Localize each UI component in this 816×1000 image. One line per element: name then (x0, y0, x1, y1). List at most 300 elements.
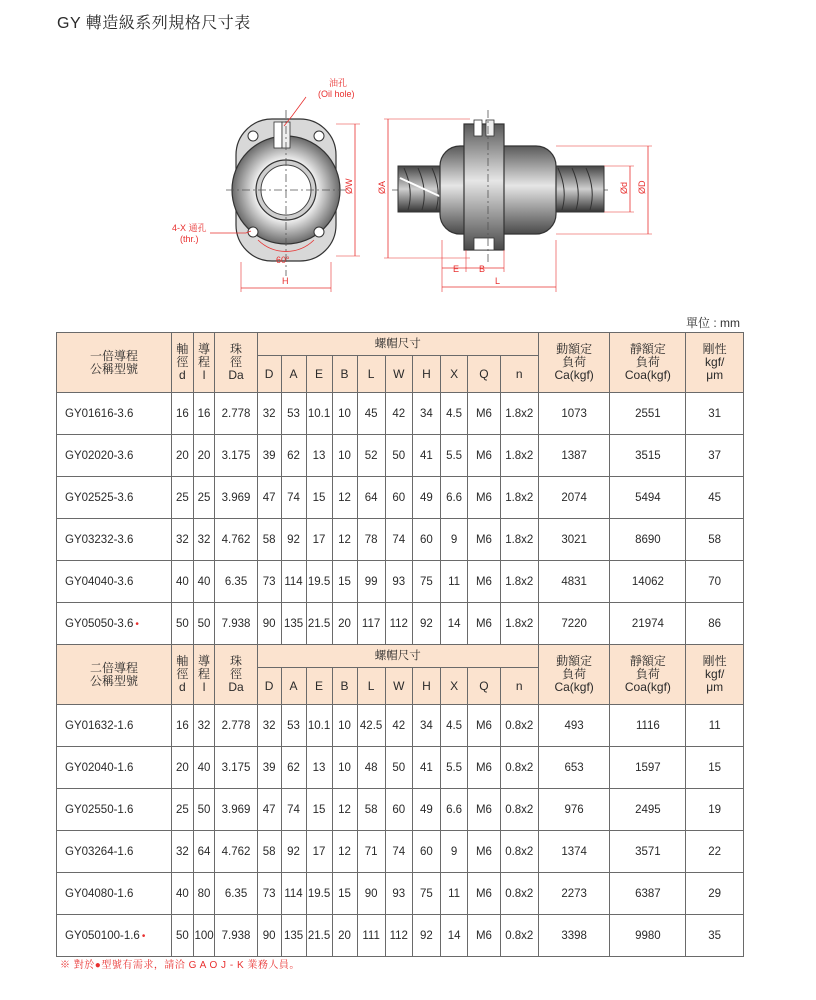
spec-cell: 92 (412, 915, 440, 957)
nut-dim-header: W (385, 356, 412, 393)
spec-cell: 86 (686, 603, 744, 645)
spec-cell: 6.35 (215, 561, 257, 603)
spec-cell: 75 (412, 873, 440, 915)
nut-dim-header: Q (468, 668, 501, 705)
spec-cell: 1.8x2 (500, 393, 538, 435)
lead-header (193, 333, 215, 393)
spec-cell: 117 (357, 603, 385, 645)
header-line: 剛性 (702, 654, 727, 668)
spec-cell: 92 (281, 519, 306, 561)
spec-cell: 3398 (538, 915, 610, 957)
spec-cell: 42 (385, 393, 412, 435)
header-line: 靜額定 (629, 654, 666, 668)
spec-cell: 45 (686, 477, 744, 519)
spec-cell: 71 (357, 831, 385, 873)
footnote: ※ 對於●型號有需求，請洽 G A O J - K 業務人員。 (60, 960, 300, 971)
dim-e-label: E (453, 264, 460, 274)
spec-cell: 60 (385, 477, 412, 519)
spec-cell: 14 (441, 603, 468, 645)
ball-screw-nut-drawing (0, 0, 816, 300)
lead-header (193, 645, 215, 705)
dim-outer-d-label: ØD (637, 180, 647, 194)
spec-cell: 11 (441, 561, 468, 603)
header-line: 公稱型號 (90, 361, 139, 376)
spec-cell: 15 (332, 873, 357, 915)
spec-cell: 1073 (538, 393, 610, 435)
spec-cell: 52 (357, 435, 385, 477)
spec-cell: 50 (193, 603, 215, 645)
spec-cell: 73 (257, 873, 281, 915)
model-cell (57, 435, 172, 477)
static-header (610, 333, 686, 393)
nut-dim-header: L (357, 668, 385, 705)
dim-a-label: ØA (377, 180, 387, 194)
spec-cell: 19 (686, 789, 744, 831)
spec-cell: 10 (332, 705, 357, 747)
spec-cell: 74 (281, 789, 306, 831)
spec-cell: 48 (357, 747, 385, 789)
page-title: GY 轉造級系列規格尺寸表 (57, 15, 251, 32)
header-line: l (202, 680, 206, 694)
spec-cell: M6 (468, 873, 501, 915)
spec-cell: 114 (281, 873, 306, 915)
spec-cell: 1374 (538, 831, 610, 873)
model-name: GY04040-3.6 (65, 575, 134, 588)
spec-cell: 47 (257, 477, 281, 519)
spec-cell: 15 (306, 477, 332, 519)
nut-dim-header: D (257, 668, 281, 705)
nut-dim-header: W (385, 668, 412, 705)
spec-cell: 12 (332, 519, 357, 561)
table-row (57, 831, 744, 873)
spec-cell: 114 (281, 561, 306, 603)
dynamic-header (538, 645, 610, 705)
spec-cell: 40 (172, 873, 194, 915)
ball-header (215, 333, 257, 393)
spec-cell: 42.5 (357, 705, 385, 747)
nut-dim-header: Q (468, 356, 501, 393)
spec-cell: M6 (468, 435, 501, 477)
spec-cell: 50 (172, 603, 194, 645)
model-header (57, 333, 172, 393)
spec-cell: 14062 (610, 561, 686, 603)
spec-cell: 135 (281, 915, 306, 957)
spec-cell: 1.8x2 (500, 477, 538, 519)
nut-dim-header: B (332, 668, 357, 705)
spec-cell: 1.8x2 (500, 519, 538, 561)
header-line: Ca(kgf) (554, 680, 594, 694)
spec-cell: 73 (257, 561, 281, 603)
spec-cell: 21974 (610, 603, 686, 645)
model-cell (57, 915, 172, 957)
spec-cell: 74 (385, 831, 412, 873)
spec-cell: 35 (686, 915, 744, 957)
spec-cell: 12 (332, 831, 357, 873)
spec-cell: 9980 (610, 915, 686, 957)
dim-b-label: B (479, 264, 486, 274)
header-line: μm (706, 680, 724, 694)
spec-cell: 2.778 (215, 393, 257, 435)
model-cell (57, 789, 172, 831)
spec-cell: 1.8x2 (500, 603, 538, 645)
spec-cell: 39 (257, 435, 281, 477)
header-row (57, 333, 744, 356)
spec-cell: 42 (385, 705, 412, 747)
spec-cell: 1116 (610, 705, 686, 747)
header-line: 珠 (230, 654, 243, 668)
nut-dim-header: n (500, 356, 538, 393)
spec-cell: 9 (441, 519, 468, 561)
header-line: 導 (198, 342, 211, 356)
header-line: 徑 (230, 667, 243, 681)
spec-cell: 0.8x2 (500, 747, 538, 789)
spec-cell: 58 (357, 789, 385, 831)
model-header (57, 645, 172, 705)
spec-cell: 10 (332, 747, 357, 789)
spec-cell: 25 (193, 477, 215, 519)
spec-cell: 32 (257, 393, 281, 435)
spec-cell: 64 (193, 831, 215, 873)
spec-cell: 34 (412, 393, 440, 435)
spec-cell: 3.969 (215, 477, 257, 519)
ball-header (215, 645, 257, 705)
nut-dimension-group-header: 螺帽尺寸 (257, 645, 538, 668)
spec-cell: 49 (412, 477, 440, 519)
spec-cell: 16 (172, 393, 194, 435)
model-cell (57, 873, 172, 915)
spec-cell: 13 (306, 747, 332, 789)
header-line: l (202, 368, 206, 382)
side-view (384, 110, 652, 292)
spec-cell: 4.5 (441, 393, 468, 435)
model-name: GY02525-3.6 (65, 491, 134, 504)
header-line: 靜額定 (629, 342, 666, 356)
nut-dim-header: E (306, 356, 332, 393)
header-line: 動額定 (556, 654, 593, 668)
model-name: GY04080-1.6 (65, 887, 134, 900)
spec-cell: 50 (193, 789, 215, 831)
spec-cell: M6 (468, 603, 501, 645)
spec-cell: 62 (281, 747, 306, 789)
spec-cell: 32 (172, 831, 194, 873)
spec-cell: M6 (468, 561, 501, 603)
spec-cell: 17 (306, 831, 332, 873)
spec-cell: 93 (385, 873, 412, 915)
spec-cell: 15 (306, 789, 332, 831)
table-row (57, 789, 744, 831)
header-line: Coa(kgf) (624, 680, 671, 694)
spec-cell: 11 (441, 873, 468, 915)
spec-cell: 10.1 (306, 393, 332, 435)
spec-cell: 3.175 (215, 747, 257, 789)
header-line: 程 (198, 355, 211, 369)
header-line: Coa(kgf) (624, 368, 671, 382)
header-line: 二倍導程 (90, 660, 139, 675)
spec-cell: 9 (441, 831, 468, 873)
rigidity-header (686, 645, 744, 705)
spec-cell: 1597 (610, 747, 686, 789)
spec-cell: M6 (468, 789, 501, 831)
spec-cell: 6.6 (441, 789, 468, 831)
spec-cell: 20 (332, 915, 357, 957)
spec-cell: 21.5 (306, 915, 332, 957)
oil-hole-label-cn: 油孔 (329, 78, 348, 88)
spec-cell: 7.938 (215, 915, 257, 957)
model-cell (57, 603, 172, 645)
spec-cell: 58 (686, 519, 744, 561)
spec-cell: 90 (357, 873, 385, 915)
bolt-hole-icon (248, 131, 258, 141)
spec-cell: 90 (257, 915, 281, 957)
spec-cell: 5.5 (441, 747, 468, 789)
spec-cell: 78 (357, 519, 385, 561)
spec-cell: 40 (193, 561, 215, 603)
spec-cell: 99 (357, 561, 385, 603)
dim-d-label: Ød (619, 181, 629, 194)
spec-cell: 1.8x2 (500, 561, 538, 603)
spec-cell: 50 (385, 435, 412, 477)
dim-h-label: H (282, 276, 289, 286)
model-name: GY02040-1.6 (65, 761, 134, 774)
spec-cell: 58 (257, 831, 281, 873)
header-line: 徑 (230, 355, 243, 369)
header-line: kgf/ (705, 355, 725, 369)
spec-cell: 5494 (610, 477, 686, 519)
model-name: GY01616-3.6 (65, 407, 134, 420)
spec-cell: 15 (332, 561, 357, 603)
model-name: GY02550-1.6 (65, 803, 134, 816)
model-name: GY01632-1.6 (65, 719, 134, 732)
spec-cell: 2074 (538, 477, 610, 519)
header-line: 導 (198, 654, 211, 668)
oil-hole-label-en: (Oil hole) (318, 89, 355, 99)
spec-cell: 70 (686, 561, 744, 603)
thru-hole-label-en: (thr.) (180, 234, 199, 244)
header-line: 動額定 (556, 342, 593, 356)
table-row (57, 435, 744, 477)
spec-cell: M6 (468, 705, 501, 747)
spec-cell: 3021 (538, 519, 610, 561)
model-cell (57, 561, 172, 603)
table-row (57, 915, 744, 957)
spec-cell: 5.5 (441, 435, 468, 477)
spec-cell: 14 (441, 915, 468, 957)
spec-cell: 12 (332, 477, 357, 519)
unit-label: 單位 : mm (686, 316, 740, 330)
nut-dim-header: L (357, 356, 385, 393)
header-line: 負荷 (562, 355, 587, 369)
nut-dim-header: H (412, 356, 440, 393)
dim-w-label: ØW (344, 178, 354, 194)
spec-cell: 41 (412, 747, 440, 789)
table-row (57, 561, 744, 603)
spec-cell: 50 (385, 747, 412, 789)
model-name: GY03264-1.6 (65, 845, 134, 858)
model-cell (57, 831, 172, 873)
header-line: Da (228, 680, 244, 694)
spec-cell: 3.969 (215, 789, 257, 831)
spec-cell: 6.6 (441, 477, 468, 519)
spec-cell: 13 (306, 435, 332, 477)
header-line: d (179, 680, 186, 694)
nut-dim-header: D (257, 356, 281, 393)
table-row (57, 393, 744, 435)
header-line: 一倍導程 (90, 348, 139, 363)
spec-cell: 16 (172, 705, 194, 747)
nut-dim-header: X (441, 356, 468, 393)
spec-cell: 0.8x2 (500, 915, 538, 957)
spec-cell: 6.35 (215, 873, 257, 915)
table-row (57, 519, 744, 561)
header-line: 負荷 (635, 667, 660, 681)
spec-cell: 1387 (538, 435, 610, 477)
spec-cell: 6387 (610, 873, 686, 915)
spec-cell: 17 (306, 519, 332, 561)
spec-cell: 4831 (538, 561, 610, 603)
table-row (57, 873, 744, 915)
spec-cell: 75 (412, 561, 440, 603)
spec-cell: M6 (468, 831, 501, 873)
spec-cell: 60 (385, 789, 412, 831)
spec-cell: 37 (686, 435, 744, 477)
table-row (57, 477, 744, 519)
spec-cell: M6 (468, 915, 501, 957)
spec-cell: 74 (281, 477, 306, 519)
nut-dim-header: B (332, 356, 357, 393)
bolt-hole-icon (314, 131, 324, 141)
spec-cell: 49 (412, 789, 440, 831)
spec-cell: 58 (257, 519, 281, 561)
spec-cell: 111 (357, 915, 385, 957)
spec-cell: 32 (193, 519, 215, 561)
table-row (57, 705, 744, 747)
spec-cell: M6 (468, 747, 501, 789)
spec-cell: 7220 (538, 603, 610, 645)
header-line: 軸 (176, 342, 189, 356)
spec-cell: 92 (412, 603, 440, 645)
header-line: 軸 (176, 654, 189, 668)
spec-cell: 135 (281, 603, 306, 645)
shaft-header (172, 333, 194, 393)
rigidity-header (686, 333, 744, 393)
bolt-hole-icon (314, 227, 324, 237)
model-cell (57, 477, 172, 519)
spec-cell: 20 (172, 747, 194, 789)
spec-cell: 21.5 (306, 603, 332, 645)
model-cell (57, 705, 172, 747)
spec-cell: 2495 (610, 789, 686, 831)
model-name: GY050100-1.6 (65, 929, 140, 942)
spec-cell: 8690 (610, 519, 686, 561)
spec-cell: 10 (332, 393, 357, 435)
angle-label: 60° (276, 255, 290, 265)
spec-cell: 4.5 (441, 705, 468, 747)
static-header (610, 645, 686, 705)
spec-cell: 32 (172, 519, 194, 561)
spec-cell: 493 (538, 705, 610, 747)
table-row (57, 747, 744, 789)
spec-cell: 60 (412, 831, 440, 873)
spec-cell: 41 (412, 435, 440, 477)
header-line: d (179, 368, 186, 382)
spec-cell: M6 (468, 519, 501, 561)
oil-hole-icon (274, 122, 282, 148)
spec-cell: 976 (538, 789, 610, 831)
spec-cell: 80 (193, 873, 215, 915)
spec-cell: 16 (193, 393, 215, 435)
shaft-header (172, 645, 194, 705)
spec-cell: 653 (538, 747, 610, 789)
spec-cell: 112 (385, 603, 412, 645)
model-cell (57, 393, 172, 435)
spec-cell: 39 (257, 747, 281, 789)
spec-cell: 40 (172, 561, 194, 603)
availability-dot-icon: • (141, 930, 146, 942)
dim-l-label: L (495, 276, 501, 286)
spec-cell: 45 (357, 393, 385, 435)
spec-cell: 20 (172, 435, 194, 477)
spec-cell: 22 (686, 831, 744, 873)
spec-cell: 90 (257, 603, 281, 645)
oil-hole-icon (474, 120, 482, 136)
spec-cell: 2273 (538, 873, 610, 915)
header-row (57, 645, 744, 668)
model-name: GY03232-3.6 (65, 533, 134, 546)
spec-cell: 100 (193, 915, 215, 957)
spec-cell: 2551 (610, 393, 686, 435)
spec-cell: 11 (686, 705, 744, 747)
header-line: Da (228, 368, 244, 382)
model-name: GY05050-3.6 (65, 617, 134, 630)
header-line: 剛性 (702, 342, 727, 356)
spec-cell: 32 (257, 705, 281, 747)
availability-dot-icon: • (135, 618, 139, 630)
model-cell (57, 747, 172, 789)
header-line: 珠 (230, 342, 243, 356)
spec-cell: 0.8x2 (500, 705, 538, 747)
nut-dim-header: n (500, 668, 538, 705)
spec-cell: 2.778 (215, 705, 257, 747)
header-line: μm (706, 368, 724, 382)
spec-cell: 93 (385, 561, 412, 603)
header-line: 程 (198, 667, 211, 681)
spec-cell: 10.1 (306, 705, 332, 747)
spec-cell: 40 (193, 747, 215, 789)
spec-cell: 62 (281, 435, 306, 477)
spec-cell: 60 (412, 519, 440, 561)
spec-cell: 29 (686, 873, 744, 915)
nut-dimension-group-header: 螺帽尺寸 (257, 333, 538, 356)
header-line: kgf/ (705, 667, 725, 681)
spec-cell: 74 (385, 519, 412, 561)
nut-dim-header: E (306, 668, 332, 705)
spec-cell: 3.175 (215, 435, 257, 477)
model-name: GY02020-3.6 (65, 449, 134, 462)
spec-cell: 34 (412, 705, 440, 747)
spec-cell: 4.762 (215, 831, 257, 873)
spec-table (56, 332, 744, 957)
spec-cell: 64 (357, 477, 385, 519)
table-row (57, 603, 744, 645)
spec-cell: 0.8x2 (500, 831, 538, 873)
spec-cell: M6 (468, 393, 501, 435)
header-line: 徑 (176, 355, 189, 369)
spec-cell: 31 (686, 393, 744, 435)
spec-cell: 50 (172, 915, 194, 957)
model-cell (57, 519, 172, 561)
spec-cell: 47 (257, 789, 281, 831)
spec-cell: 92 (281, 831, 306, 873)
